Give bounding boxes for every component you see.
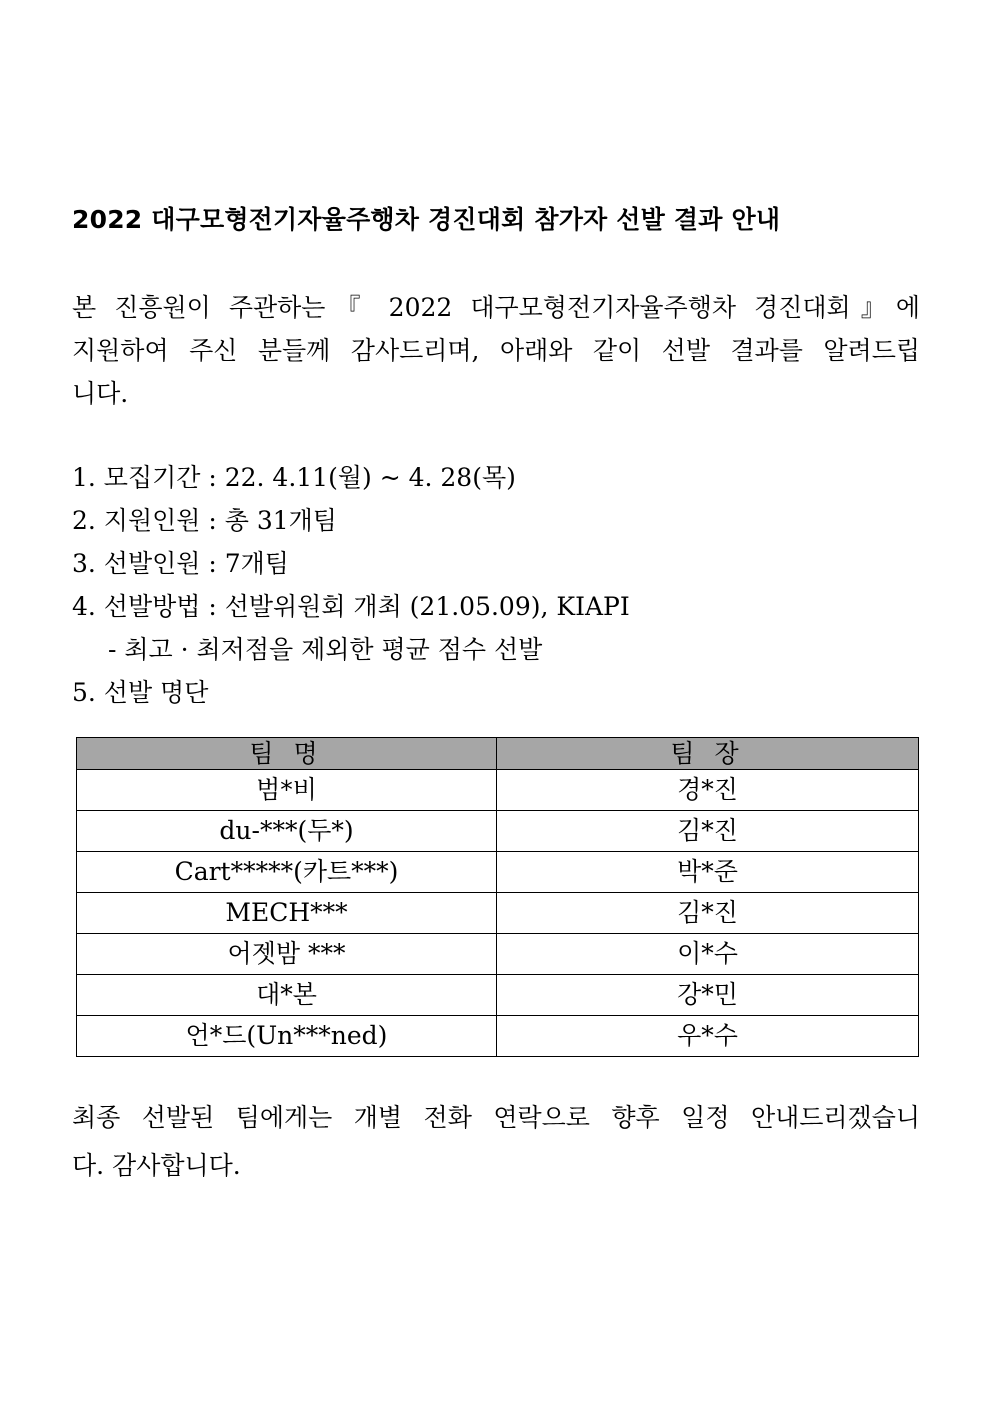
table-row [77, 934, 919, 975]
intro-line: 지원하여 주신 분들께 감사드리며, 아래와 같이 선발 결과를 알려드립 [72, 336, 920, 365]
column-header-team-leader: 팀 장 [497, 738, 919, 770]
info-item-method: 4. 선발방법 : 선발위원회 개최 (21.05.09), KIAPI [72, 592, 630, 621]
column-header-team-name: 팀 명 [77, 738, 497, 770]
info-item-method-detail: - 최고 · 최저점을 제외한 평균 점수 선발 [108, 635, 543, 664]
team-leader-cell: 박*준 [497, 852, 919, 893]
team-leader-cell: 경*진 [497, 770, 919, 811]
table-row [77, 770, 919, 811]
closing-line: 다. 감사합니다. [72, 1151, 241, 1180]
team-name-cell: 어젯밤 *** [77, 934, 497, 975]
team-leader-cell: 우*수 [497, 1016, 919, 1057]
table-row [77, 975, 919, 1016]
table-row [77, 811, 919, 852]
table-header-row [77, 738, 919, 770]
info-item-selected-count: 3. 선발인원 : 7개팀 [72, 549, 289, 578]
info-list [72, 456, 932, 714]
team-leader-cell: 강*민 [497, 975, 919, 1016]
table-row [77, 1016, 919, 1057]
table-row [77, 852, 919, 893]
team-name-cell: MECH*** [77, 893, 497, 934]
closing-paragraph [72, 1094, 920, 1190]
intro-line: 본 진흥원이 주관하는『 2022 대구모형전기자율주행차 경진대회』에 [72, 293, 920, 322]
intro-line: 니다. [72, 379, 129, 408]
table-row [77, 893, 919, 934]
info-item-applicants: 2. 지원인원 : 총 31개팀 [72, 506, 337, 535]
team-name-cell: 대*본 [77, 975, 497, 1016]
team-leader-cell: 이*수 [497, 934, 919, 975]
info-item-period: 1. 모집기간 : 22. 4.11(월) ~ 4. 28(목) [72, 463, 516, 492]
team-leader-cell: 김*진 [497, 893, 919, 934]
document-title: 2022 대구모형전기자율주행차 경진대회 참가자 선발 결과 안내 [72, 205, 781, 234]
team-leader-cell: 김*진 [497, 811, 919, 852]
closing-line: 최종 선발된 팀에게는 개별 전화 연락으로 향후 일정 안내드리겠습니 [72, 1103, 920, 1132]
team-name-cell: du-***(두*) [77, 811, 497, 852]
team-name-cell: 범*비 [77, 770, 497, 811]
team-name-cell: Cart*****(카트***) [77, 852, 497, 893]
selection-table [76, 737, 919, 1057]
team-name-cell: 언*드(Un***ned) [77, 1016, 497, 1057]
intro-paragraph [72, 286, 920, 415]
info-item-roster-heading: 5. 선발 명단 [72, 678, 209, 707]
